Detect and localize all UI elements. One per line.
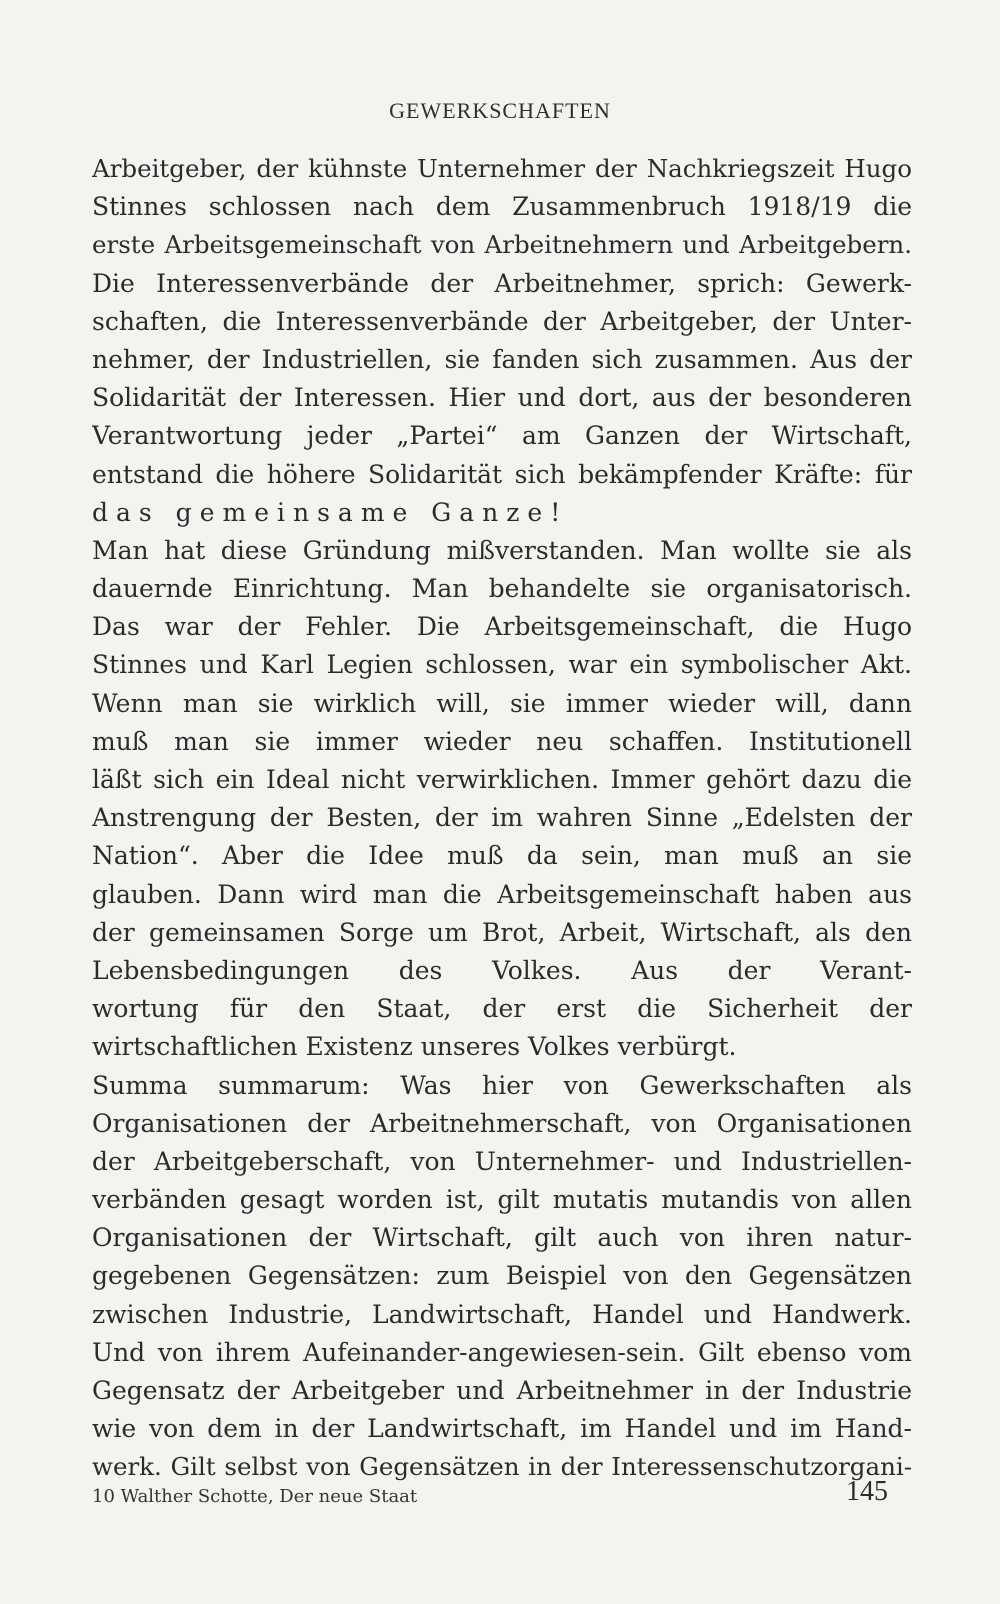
text-line: verbänden gesagt worden ist, gilt mutatis mutandis von allen — [92, 1185, 912, 1215]
text-line: das gemeinsame Ganze! — [92, 497, 569, 527]
text-line: glauben. Dann wird man die Arbeitsgemeinschaft haben aus — [92, 879, 912, 909]
text-line: läßt sich ein Ideal nicht verwirklichen. Immer gehört dazu die — [92, 765, 912, 794]
signature-mark: 10 Walther Schotte, Der neue Staat — [92, 1486, 418, 1507]
text-line: wirtschaftlichen Existenz unseres Volkes verbürgt. — [92, 1032, 737, 1062]
text-line: Organisationen der Arbeitnehmerschaft, von Organisationen — [92, 1108, 912, 1138]
text-line: Stinnes und Karl Legien schlossen, war ein symbolischer Akt. — [92, 650, 912, 680]
text-line: Solidarität der Interessen. Hier und dort, aus der besonderen — [92, 383, 912, 413]
text-line: Und von ihrem Aufeinander-angewiesen-sein. Gilt ebenso vom — [92, 1337, 912, 1367]
text-line: muß man sie immer wieder neu schaffen. Institutionell — [92, 726, 912, 756]
text-line: Verantwortung jeder „Partei“ am Ganzen der Wirtschaft, — [92, 421, 912, 451]
text-line: Arbeitgeber, der kühnste Unternehmer der Nachkriegszeit Hugo — [92, 154, 912, 183]
text-line: gegebenen Gegensätzen: zum Beispiel von den Gegensätzen — [92, 1261, 912, 1291]
text-line: Gegensatz der Arbeitgeber und Arbeitnehmer in der Industrie — [92, 1376, 912, 1405]
body-text — [92, 150, 912, 1487]
text-line: Organisationen der Wirtschaft, gilt auch von ihren natur- — [92, 1223, 912, 1253]
text-line: dauernde Einrichtung. Man behandelte sie organisatorisch. — [92, 574, 912, 604]
text-line: wie von dem in der Landwirtschaft, im Handel und im Hand- — [92, 1414, 912, 1444]
text-line: Wenn man sie wirklich will, sie immer wieder will, dann — [92, 688, 912, 718]
text-line: zwischen Industrie, Landwirtschaft, Handel und Handwerk. — [92, 1299, 912, 1329]
text-line: entstand die höhere Solidarität sich bekämpfender Kräfte: für — [92, 459, 912, 489]
text-line: der Arbeitgeberschaft, von Unternehmer- und Industriellen- — [92, 1146, 912, 1176]
text-line: werk. Gilt selbst von Gegensätzen in der Interessenschutzorgani- — [92, 1452, 912, 1482]
text-line: Nation“. Aber die Idee muß da sein, man muß an sie — [92, 841, 912, 871]
text-line: der gemeinsamen Sorge um Brot, Arbeit, Wirtschaft, als den — [92, 917, 912, 947]
page-number: 145 — [846, 1476, 888, 1507]
text-line: Stinnes schlossen nach dem Zusammenbruch 1918/19 die — [92, 192, 912, 222]
running-title: GEWERKSCHAFTEN — [389, 98, 611, 123]
text-line: Das war der Fehler. Die Arbeitsgemeinschaft, die Hugo — [92, 612, 912, 642]
text-line: Die Interessenverbände der Arbeitnehmer, sprich: Gewerk- — [92, 268, 912, 298]
text-line: nehmer, der Industriellen, sie fanden sich zusammen. Aus der — [92, 344, 912, 374]
text-line: Man hat diese Gründung mißverstanden. Man wollte sie als — [92, 535, 912, 565]
text-line: Summa summarum: Was hier von Gewerkschaften als — [92, 1070, 912, 1100]
text-line: Lebensbedingungen des Volkes. Aus der Verant- — [92, 955, 912, 985]
text-line: schaften, die Interessenverbände der Arbeitgeber, der Unter- — [92, 306, 912, 336]
text-line: Anstrengung der Besten, der im wahren Sinne „Edelsten der — [92, 803, 912, 833]
text-line: wortung für den Staat, der erst die Sicherheit der — [92, 994, 912, 1024]
text-line: erste Arbeitsgemeinschaft von Arbeitnehmern und Arbeitgebern. — [92, 230, 912, 260]
